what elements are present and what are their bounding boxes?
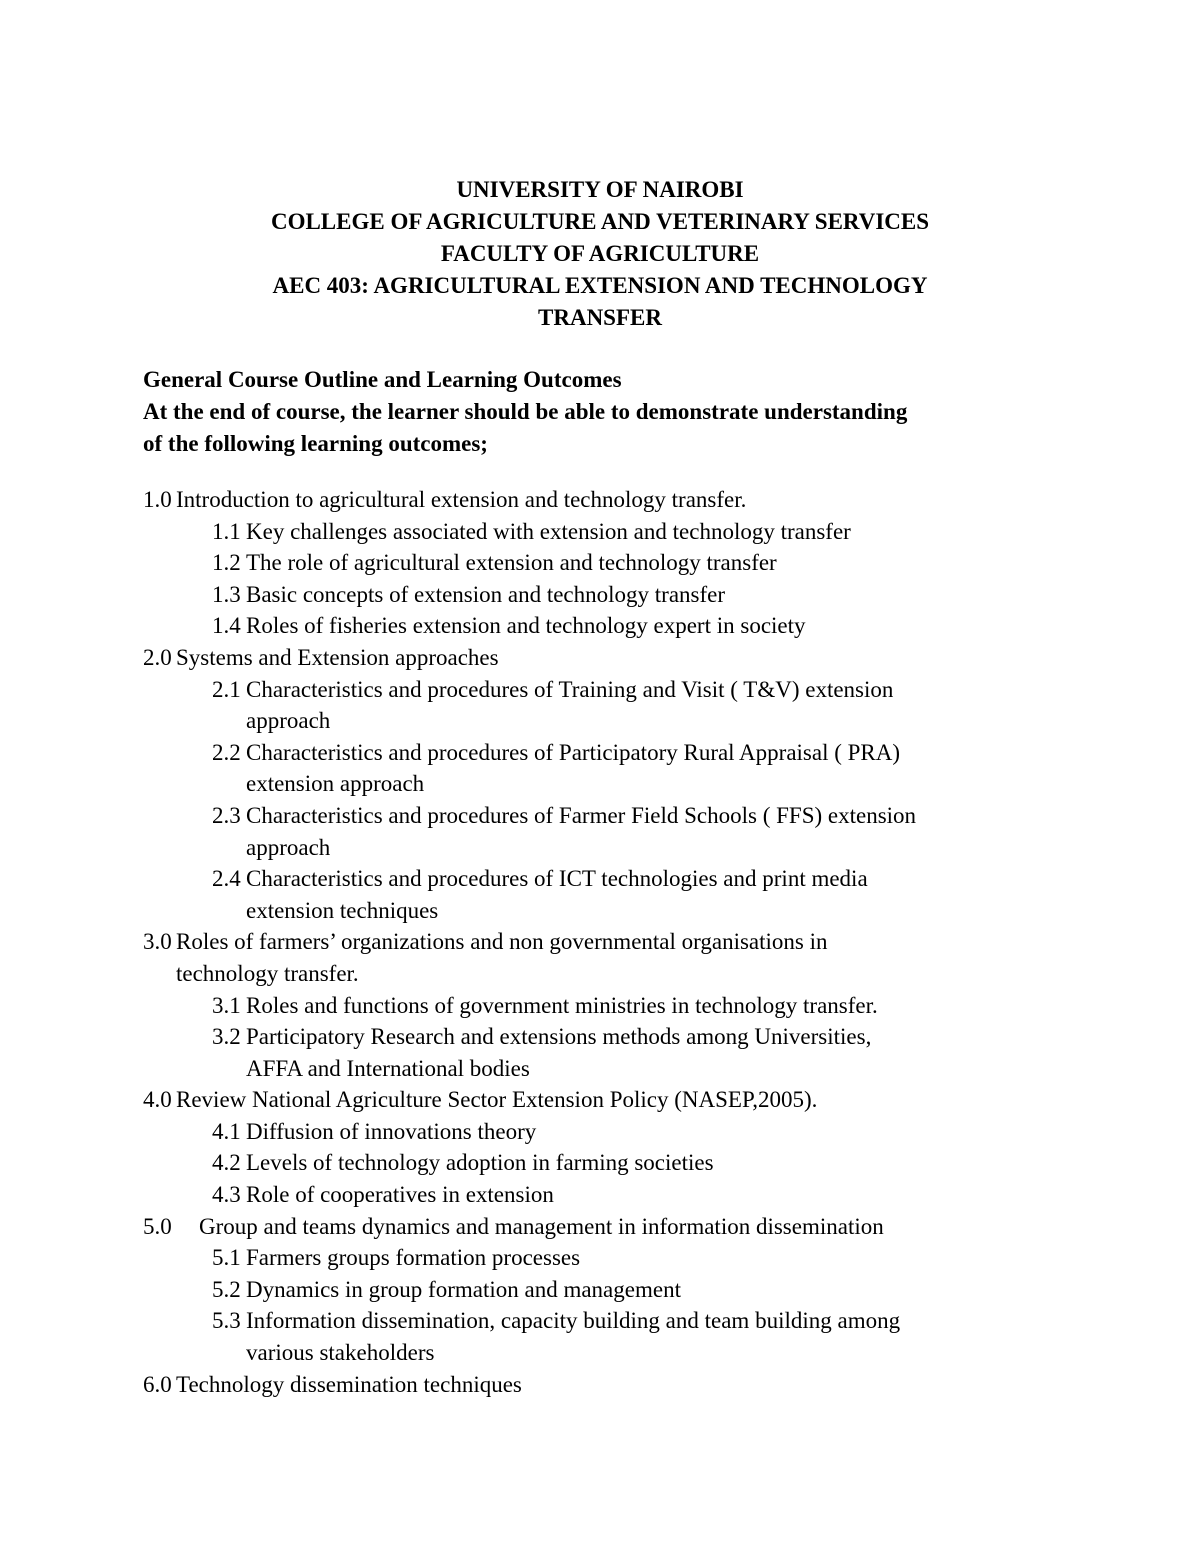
outline-item-3-2: [0, 1021, 1200, 1053]
intro-text-line-1: At the end of course, the learner should be able to demonstrate understanding: [143, 399, 908, 424]
item-number: 4.0: [143, 1087, 172, 1113]
item-number: 1.0: [143, 487, 172, 512]
item-number: 2.2: [212, 739, 241, 765]
outline-item-3-0-continuation: [0, 958, 1200, 990]
outline-item-2-2: [0, 737, 1200, 769]
item-number: 5.0: [143, 1213, 172, 1239]
faculty-name: FACULTY OF AGRICULTURE: [440, 241, 760, 266]
outline-item-2-2-continuation: [0, 768, 1200, 800]
item-text: The role of agricultural extension and technology transfer: [246, 550, 777, 576]
item-number: 6.0: [143, 1371, 172, 1397]
item-text-continuation: technology transfer.: [176, 960, 359, 986]
item-text: Farmers groups formation processes: [246, 1245, 581, 1271]
item-text: Roles of fisheries extension and technology expert in society: [246, 613, 806, 639]
outline-item-2-1-continuation: [0, 705, 1200, 737]
item-number: 3.0: [143, 929, 172, 955]
item-number: 2.1: [212, 676, 241, 702]
item-text-continuation: approach: [246, 708, 331, 734]
outline-item-4-1: [0, 1116, 1200, 1148]
item-text: Levels of technology adoption in farming societies: [246, 1150, 714, 1176]
course-title-line-1: AEC 403: AGRICULTURAL EXTENSION AND TECHNOLOGY: [272, 273, 928, 298]
item-text-continuation: extension approach: [246, 771, 425, 797]
item-text-continuation: extension techniques: [246, 897, 439, 923]
item-text: Characteristics and procedures of Participatory Rural Appraisal ( PRA): [246, 739, 901, 765]
item-text-continuation: various stakeholders: [246, 1340, 435, 1366]
course-outline-list: [0, 484, 1200, 1400]
outline-item-5-3-continuation: [0, 1337, 1200, 1369]
outline-item-5-3: [0, 1305, 1200, 1337]
item-number: 2.3: [212, 802, 241, 828]
item-number: 1.2: [212, 550, 241, 576]
item-number: 5.3: [212, 1308, 241, 1334]
outline-item-1-4: [0, 610, 1200, 642]
item-text: Group and teams dynamics and management in information dissemination: [199, 1213, 884, 1239]
item-text: Introduction to agricultural extension and technology transfer.: [176, 487, 747, 512]
item-number: 4.2: [212, 1150, 241, 1176]
university-name: UNIVERSITY OF NAIROBI: [456, 177, 744, 202]
outline-item-3-0: [0, 926, 1200, 958]
outline-item-1-2: [0, 547, 1200, 579]
outline-item-4-3: [0, 1179, 1200, 1211]
item-text: Review National Agriculture Sector Extension Policy (NASEP,2005).: [176, 1087, 818, 1113]
outline-item-4-2: [0, 1147, 1200, 1179]
outline-item-2-3-continuation: [0, 832, 1200, 864]
outline-item-2-4-continuation: [0, 895, 1200, 927]
item-number: 5.2: [212, 1276, 241, 1302]
item-text: Diffusion of innovations theory: [246, 1118, 537, 1144]
intro-section: [143, 364, 1163, 460]
item-text: Basic concepts of extension and technology transfer: [246, 581, 726, 607]
item-text: Characteristics and procedures of Training and Visit ( T&V) extension: [246, 676, 894, 702]
outline-item-2-4: [0, 863, 1200, 895]
item-number: 1.3: [212, 581, 241, 607]
college-name: COLLEGE OF AGRICULTURE AND VETERINARY SERVICES: [270, 209, 930, 234]
outline-item-3-1: [0, 990, 1200, 1022]
outline-item-1-0: [0, 484, 1200, 516]
item-text: Characteristics and procedures of Farmer Field Schools ( FFS) extension: [246, 802, 917, 828]
item-text: Key challenges associated with extension and technology transfer: [246, 518, 851, 544]
outline-item-5-0: [0, 1211, 1200, 1243]
outline-item-1-1: [0, 516, 1200, 548]
item-text-continuation: approach: [246, 834, 331, 860]
outline-item-4-0: [0, 1084, 1200, 1116]
section-title: General Course Outline and Learning Outcomes: [143, 367, 622, 392]
item-text: Information dissemination, capacity building and team building among: [246, 1308, 901, 1334]
outline-item-2-1: [0, 674, 1200, 706]
course-title-line-2: TRANSFER: [538, 305, 662, 330]
item-text: Roles of farmers’ organizations and non governmental organisations in: [176, 929, 828, 955]
item-number: 4.1: [212, 1118, 241, 1144]
item-number: 5.1: [212, 1245, 241, 1271]
item-number: 1.1: [212, 518, 241, 544]
document-header: [0, 174, 1200, 334]
outline-item-5-2: [0, 1274, 1200, 1306]
outline-item-5-1: [0, 1242, 1200, 1274]
item-text: Technology dissemination techniques: [176, 1371, 522, 1397]
outline-item-3-2-continuation: [0, 1053, 1200, 1085]
item-text: Roles and functions of government ministries in technology transfer.: [246, 992, 878, 1018]
item-text-continuation: AFFA and International bodies: [246, 1055, 530, 1081]
outline-item-2-3: [0, 800, 1200, 832]
item-number: 2.0: [143, 644, 172, 670]
outline-item-2-0: [0, 642, 1200, 674]
outline-item-6-0: [0, 1369, 1200, 1401]
item-number: 4.3: [212, 1182, 241, 1208]
outline-item-1-3: [0, 579, 1200, 611]
item-number: 1.4: [212, 613, 241, 639]
item-text: Role of cooperatives in extension: [246, 1182, 554, 1208]
item-text: Systems and Extension approaches: [176, 644, 499, 670]
item-number: 2.4: [212, 866, 241, 892]
item-text: Characteristics and procedures of ICT technologies and print media: [246, 866, 868, 892]
intro-text-line-2: of the following learning outcomes;: [143, 431, 488, 456]
item-text: Dynamics in group formation and management: [246, 1276, 681, 1302]
item-number: 3.1: [212, 992, 241, 1018]
item-number: 3.2: [212, 1024, 241, 1050]
item-text: Participatory Research and extensions methods among Universities,: [246, 1024, 872, 1050]
